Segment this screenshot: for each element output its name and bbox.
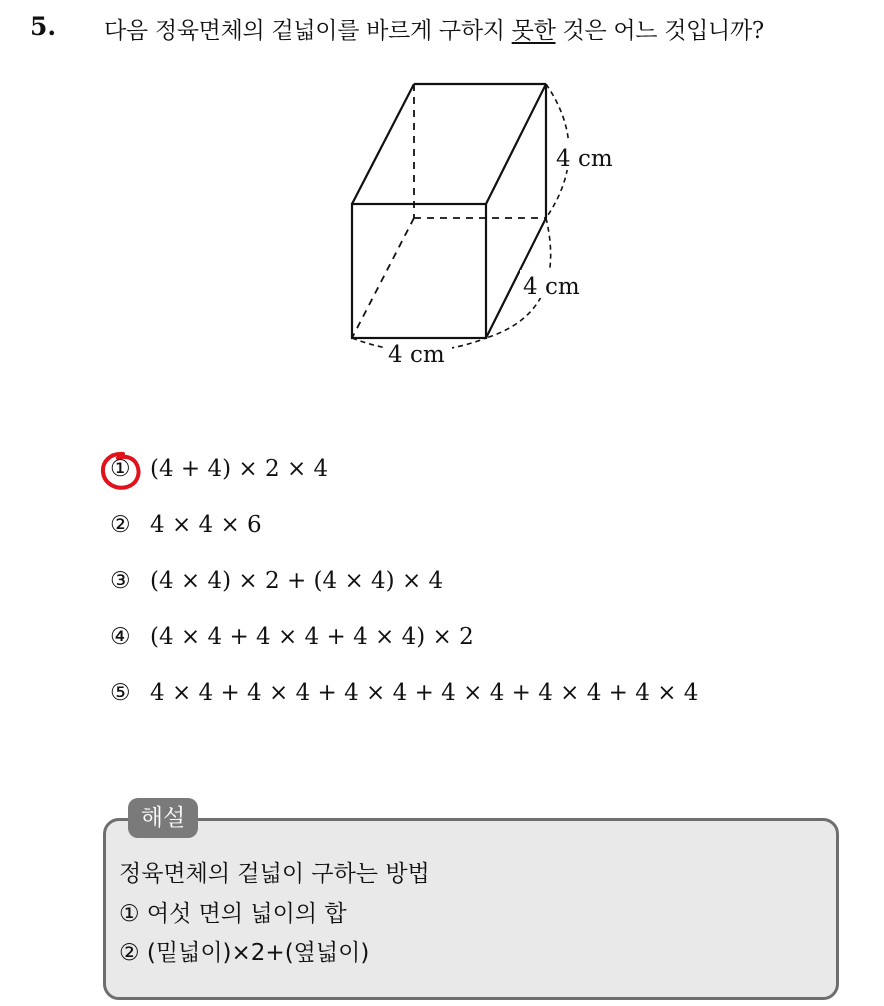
choice-3-expression: (4 × 4) × 2 + (4 × 4) × 4	[150, 568, 444, 594]
explanation-line-2: ① 여섯 면의 넓이의 합	[119, 901, 347, 927]
cube-hidden-edge-diagonal	[352, 218, 414, 338]
choice-2-number: ②	[110, 512, 131, 538]
explanation-line-1: 정육면체의 겉넓이 구하는 방법	[119, 861, 430, 887]
choice-1-expression: (4 + 4) × 2 × 4	[150, 456, 329, 482]
question-text-before: 다음 정육면체의 겉넓이를 바르게 구하지	[104, 18, 512, 44]
choice-5-number: ⑤	[110, 680, 131, 706]
choice-3-number: ③	[110, 568, 131, 594]
choice-5-expression: 4 × 4 + 4 × 4 + 4 × 4 + 4 × 4 + 4 × 4 + 4 × 4	[150, 680, 699, 706]
choice-2-expression: 4 × 4 × 6	[150, 512, 262, 538]
question-text-underlined: 못한	[511, 18, 556, 44]
choice-4[interactable]	[110, 624, 474, 650]
cube-figure	[330, 72, 630, 372]
label-height: 4 cm	[556, 146, 613, 172]
cube-edge-top-right	[486, 84, 546, 204]
choice-1-number: ①	[110, 456, 131, 482]
choice-3[interactable]	[110, 568, 443, 594]
choice-5[interactable]	[110, 680, 698, 706]
question-text-after: 것은 어느 것입니까?	[555, 18, 764, 44]
question-number: 5.	[30, 12, 57, 41]
cube-front-face	[352, 204, 486, 338]
choice-4-number: ④	[110, 624, 131, 650]
cube-edge-top-left	[352, 84, 414, 204]
choice-1[interactable]	[110, 456, 328, 482]
question-text	[104, 12, 764, 45]
choice-2[interactable]	[110, 512, 262, 538]
label-width: 4 cm	[388, 342, 445, 368]
explanation-line-3: ② (밑넓이)×2+(옆넓이)	[119, 940, 370, 966]
choice-4-expression: (4 × 4 + 4 × 4 + 4 × 4) × 2	[150, 624, 474, 650]
explanation-tag: 해설	[128, 798, 198, 838]
label-depth: 4 cm	[523, 274, 580, 300]
